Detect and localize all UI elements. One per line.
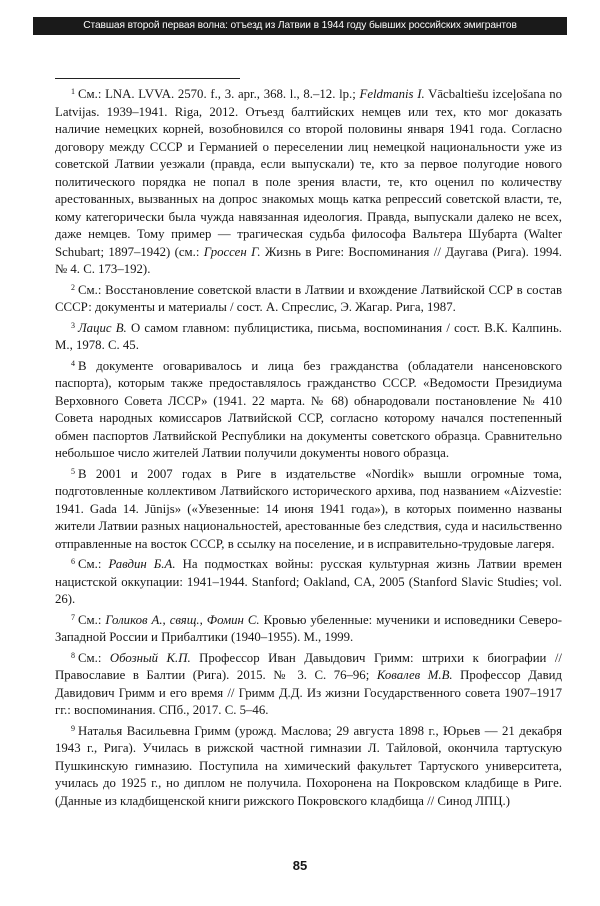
footnote-author: Обозный К.П. [109, 650, 191, 665]
footnote-number: 8 [71, 650, 75, 660]
footnote-text: В 2001 и 2007 годах в Риге в издательстве «Nordik» вышли огромные тома, подготовленные коллективом Латвийского исторического архива, под названием «Aizvestie: 1941. Gada 14. Jūnijs» («Увезенные: 14 июня 1941 года»), в которых поименно названы жители Латвии разных национальностей, арестованные без следствия, суда и насильственно отправленные на восток СССР, в ссылку на поселение, и в исправительно-трудовые лагеря. [55, 466, 562, 551]
footnote-separator [55, 78, 240, 79]
footnote [55, 317, 562, 355]
footnote-text: Vācbaltiešu izceļošana no Latvijas. 1939–1941. Riga, 2012. Отъезд балтийских немцев или тех, кто мог доказать наличие немецких корней, возобновился со второй половины января 1941 года. Согласно договору между СССР и Германией о переселении лиц немецкой национальности уже из советской Латвии уезжали (правда, если выпускали) те, кто за первое полугодие нового политического порядка не попал в поле зрения власти, те, кто оценил по количеству арестованных, вызванных на допрос знакомых мощь катка репрессий советской власти, те, кому категорически была чужда навязанная идеология. Правда, выпускали далеко не всех, даже немцев. Тому пример — трагическая судьба философа Вальтера Шубарта (Walter Schubart; 1897–1942) (см.: [55, 87, 562, 259]
footnote-author: Лацис В. [78, 320, 127, 335]
footnote-number: 3 [71, 320, 75, 330]
footnote [55, 83, 562, 279]
footnote-text: См.: [78, 650, 110, 665]
footnote-text: См.: [78, 612, 106, 627]
footnote-text: На подмостках войны: русская культурная жизнь Латвии времен нацистской оккупации: 1941–1944. Stanford; Oakland, CA, 2005 (Stanford Slavic Studies; vol. 26). [55, 557, 562, 606]
footnote [55, 609, 562, 647]
footnote-number: 2 [71, 282, 75, 292]
footnote-number: 4 [71, 358, 75, 368]
footnote [55, 647, 562, 720]
footnote-text: О самом главном: публицистика, письма, воспоминания / сост. В.К. Калпинь. М., 1978. С. 45. [55, 320, 562, 352]
footnote [55, 463, 562, 554]
footnote-text: Профессор Давид Давидович Гримм и его время // Гримм Д.Д. Из жизни Государственного совета 1907–1917 гг.: воспоминания. СПб., 2017. С. 5–46. [55, 668, 563, 717]
footnote-text: Кровью убеленные: мученики и исповедники Северо-Западной России и Прибалтики (1940–1955). М., 1999. [55, 612, 563, 644]
footnote [55, 279, 562, 317]
footnote-text: Жизнь в Риге: Воспоминания // Даугава (Рига). 1994. № 4. С. 173–192). [55, 244, 562, 276]
footnote-text: В документе оговаривалось и лица без гражданства (обладатели нансеновского паспорта), которым также предоставлялось гражданство СССР. «Ведомости Президиума Верховного Совета ЛССР» (1941. 22 марта. № 68) обнародовали постановление № 410 Совета народных комиссаров Латвийской ССР, согласно которому начался постепенный обмен паспортов Латвийской Республики на документы советского образца. Сравнительно небольшое число жителей Латвии получили документы нового образца. [55, 358, 562, 460]
page-number: 85 [292, 858, 308, 873]
footnote-number: 6 [71, 557, 75, 566]
footnote-number: 7 [71, 612, 75, 622]
footnote-number: 9 [71, 723, 75, 733]
running-header: Ставшая второй первая волна: отъезд из Латвии в 1944 году бывших российских эмигрантов [33, 17, 567, 35]
footnote-text: Наталья Васильевна Гримм (урожд. Маслова; 29 августа 1898 г., Юрьев — 21 декабря 1943 г., Рига). Училась в рижской частной гимназии Л. Тайловой, окончила тартускую Пушкинскую гимназию. Поступила на химический факультет Тартуского университета, училась до 1925 г., но диплом не получила. Похоронена на Покровском кладбище в Риге. (Данные из кладбищенской книги рижского Покровского кладбища // Синод ЛПЦ.) [55, 723, 562, 808]
footnote-author: Feldmanis I. [359, 87, 425, 101]
footnote [55, 355, 562, 463]
footnote-number: 5 [71, 466, 75, 476]
footnote [55, 720, 562, 811]
footnote-author: Ковалев М.В. [376, 668, 453, 682]
footnote-number: 1 [71, 87, 75, 96]
footnotes-block [55, 83, 562, 810]
footnote [55, 553, 562, 609]
footnote-author: Гроссен Г. [203, 244, 261, 259]
footnote-text: См.: [78, 557, 109, 571]
footnote-text: См.: LNA. LVVA. 2570. f., 3. apr., 368. l., 8.–12. lp.; [78, 87, 360, 101]
footnote-text: Профессор Иван Давыдович Гримм: штрихи к биографии // Православие в Балтии (Рига). 2015. № 3. С. 76–96; [55, 650, 562, 682]
footnote-author: Равдин Б.А. [108, 557, 176, 571]
footnote-text: См.: Восстановление советской власти в Латвии и вхождение Латвийской ССР в состав СССР: документы и материалы / сост. А. Спреслис, Э. Жагар. Рига, 1987. [55, 282, 562, 314]
footnote-author: Голиков А., свящ., Фомин С. [105, 612, 260, 627]
